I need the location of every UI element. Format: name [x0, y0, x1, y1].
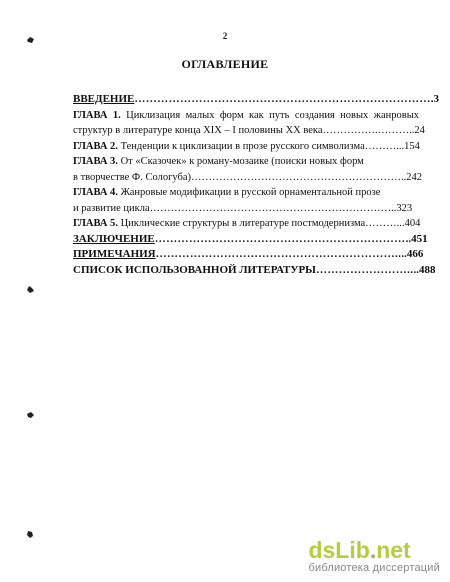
- toc-ch5-page: .404: [401, 218, 421, 229]
- watermark-logo: [308, 538, 440, 562]
- toc-conclusion-page: ..451: [405, 232, 428, 245]
- scan-mark-icon: [26, 411, 35, 419]
- toc-conclusion-label: ЗАКЛЮЧЕНИЕ: [73, 232, 155, 245]
- toc-entry-ch4-line1: [73, 185, 419, 201]
- toc-ch4-page: 323: [396, 202, 413, 214]
- toc-ch4-prefix: ГЛАВА 4.: [73, 187, 118, 198]
- toc-ch3-page: 242: [406, 171, 422, 183]
- toc-conclusion-dots: …………………………………………………………: [154, 232, 406, 245]
- toc-bibliography-page: ..488: [413, 263, 436, 276]
- toc-entry-ch3-line2: [73, 170, 422, 186]
- toc-intro-dots: ……………………………………………………………………: [134, 93, 431, 105]
- toc-bibliography-label: СПИСОК ИСПОЛЬЗОВАННОЙ ЛИТЕРАТУРЫ: [73, 263, 316, 276]
- toc-bibliography-dots: ……………………..: [315, 263, 414, 276]
- scan-mark-icon: [26, 36, 35, 44]
- watermark-tagline: библиотека диссертаций: [308, 562, 440, 574]
- toc-ch3-prefix: ГЛАВА 3.: [73, 156, 118, 167]
- toc-ch2-prefix: ГЛАВА 2.: [73, 140, 118, 152]
- toc-entry-ch2: [73, 139, 419, 155]
- toc-entry-ch5: [73, 216, 419, 232]
- watermark: [308, 538, 440, 574]
- toc-ch5-prefix: ГЛАВА 5.: [73, 218, 118, 229]
- toc-ch3-line1: От «Сказочек» к роману-мозаике (поиски новых форм: [120, 156, 364, 167]
- toc-ch3-line2: в творчестве Ф. Сологуба)……………………………………………………..: [73, 171, 407, 183]
- toc-ch1-page: .24: [411, 125, 425, 136]
- page-number: 2: [222, 31, 228, 41]
- toc-intro-label: ВВЕДЕНИЕ: [73, 93, 135, 105]
- toc-notes-label: ПРИМЕЧАНИЯ: [73, 248, 156, 260]
- toc-ch2-text: Тенденции к циклизации в прозе русского символизма……….: [120, 140, 399, 152]
- page-title: ОГЛАВЛЕНИЕ: [181, 57, 269, 71]
- toc-ch1-line2: структур в литературе конца XIX – I половины XX века…………….……….: [73, 125, 412, 136]
- watermark-brand-tld: net: [376, 537, 411, 563]
- toc-entry-ch3-line1: [73, 154, 419, 170]
- toc-ch5-text: Циклические структуры в литературе постмодернизма………..: [120, 218, 402, 229]
- toc-entry-bibliography: [73, 263, 436, 279]
- toc-ch1-line1: Циклизация малых форм как путь создания новых жанровых: [126, 109, 420, 121]
- toc-entry-conclusion: [73, 232, 428, 248]
- toc-entry-ch1-line1: [73, 108, 419, 124]
- watermark-brand-dot: .: [369, 537, 377, 563]
- toc-intro-page: .3: [430, 93, 440, 105]
- table-of-contents: [73, 92, 440, 278]
- toc-ch1-prefix: ГЛАВА 1.: [73, 109, 121, 121]
- toc-entry-ch1-line2: [73, 123, 425, 139]
- toc-entry-notes: [73, 247, 424, 263]
- toc-ch4-line1: Жанровые модификации в русской орнаментальной прозе: [120, 187, 381, 198]
- toc-ch4-line2: и развитие цикла……………………………………………………………..: [73, 202, 397, 214]
- scan-mark-icon: [26, 285, 35, 294]
- watermark-brand-main: dsLib: [308, 537, 370, 563]
- toc-notes-dots: ………………………………………………………..: [155, 248, 402, 260]
- toc-ch2-page: ..154: [398, 140, 420, 152]
- scan-mark-icon: [26, 530, 34, 539]
- toc-notes-page: ..466: [401, 248, 424, 260]
- toc-entry-ch4-line2: [73, 201, 419, 217]
- toc-entry-intro: [73, 92, 440, 108]
